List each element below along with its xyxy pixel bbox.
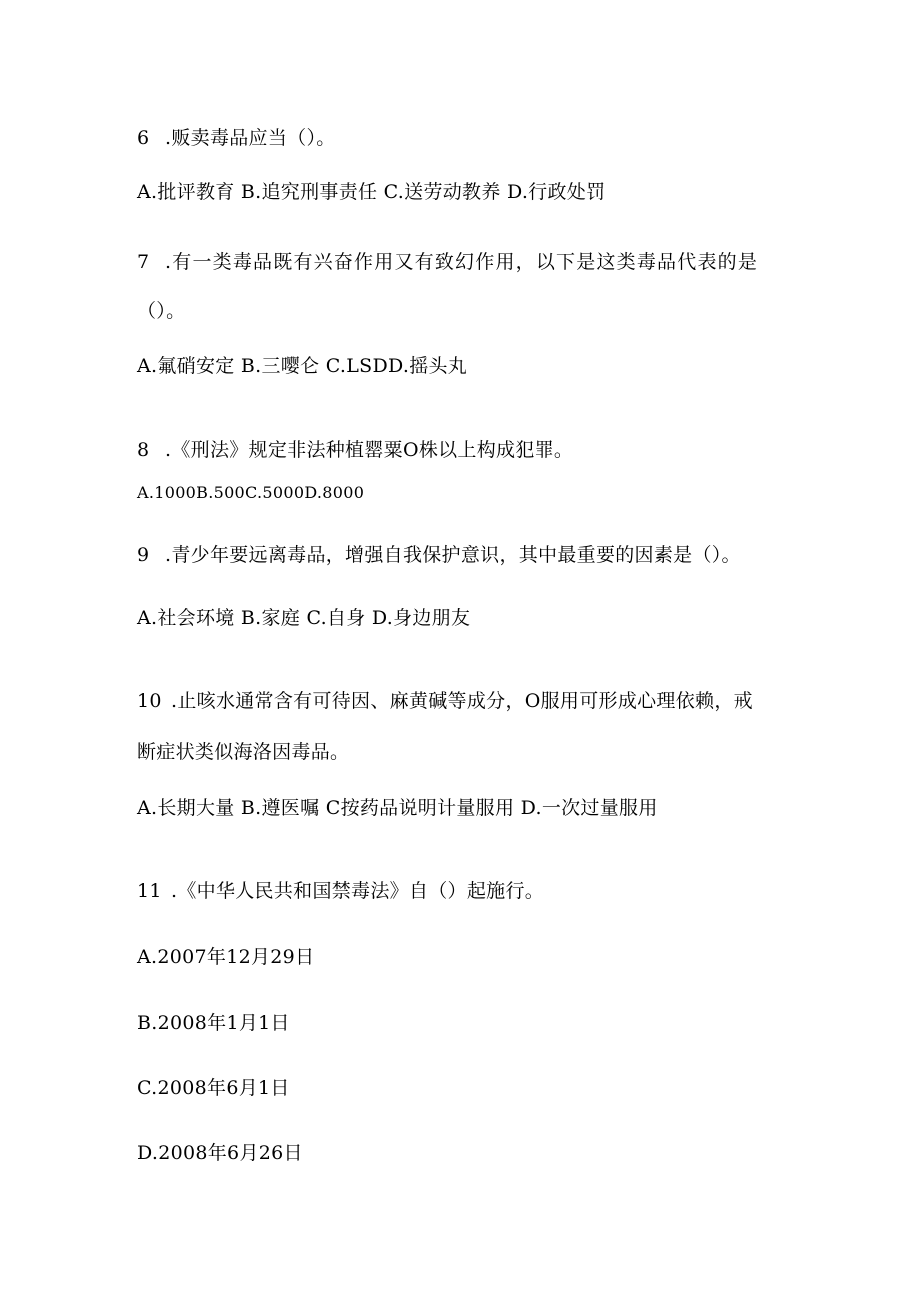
question-11-option-a: A.2007年12月29日 bbox=[137, 946, 315, 968]
question-number: 9 bbox=[137, 544, 150, 566]
question-text: .《中华人民共和国禁毒法》自（）起施行。 bbox=[171, 880, 545, 902]
question-text: .有一类毒品既有兴奋作用又有致幻作用，以下是这类毒品代表的是 bbox=[165, 251, 759, 273]
question-10-options: A.长期大量 B.遵医嘱 C按药品说明计量服用 D.一次过量服用 bbox=[137, 797, 658, 819]
question-6-stem bbox=[137, 126, 336, 150]
question-11-option-b: B.2008年1月1日 bbox=[137, 1012, 290, 1034]
question-6-options: A.批评教育 B.追究刑事责任 C.送劳动教养 D.行政处罚 bbox=[137, 181, 606, 203]
question-number: 10 bbox=[137, 690, 162, 712]
question-11-stem bbox=[137, 879, 544, 903]
question-number: 11 bbox=[137, 880, 162, 902]
question-11-option-c: C.2008年6月1日 bbox=[137, 1077, 290, 1099]
question-8-options: A.1000B.500C.5000D.8000 bbox=[137, 483, 365, 502]
question-7-stem-line2: （）。 bbox=[137, 300, 186, 322]
question-number: 8 bbox=[137, 439, 150, 461]
question-text: .止咳水通常含有可待因、麻黄碱等成分，O服用可形成心理依赖，戒 bbox=[171, 690, 753, 712]
question-8-stem bbox=[137, 438, 573, 462]
question-text: .青少年要远离毒品，增强自我保护意识，其中最重要的因素是（）。 bbox=[165, 544, 741, 566]
question-text: .贩卖毒品应当（）。 bbox=[165, 127, 336, 149]
question-7-stem-line1 bbox=[137, 250, 758, 274]
question-10-stem-line1 bbox=[137, 689, 753, 713]
question-10-stem-line2: 断症状类似海洛因毒品。 bbox=[137, 741, 350, 763]
question-7-options: A.氟硝安定 B.三嘤仑 C.LSDD.摇头丸 bbox=[137, 355, 468, 377]
question-text: .《刑法》规定非法种植罂粟O株以上构成犯罪。 bbox=[165, 439, 574, 461]
question-number: 7 bbox=[137, 251, 151, 273]
question-11-option-d: D.2008年6月26日 bbox=[137, 1142, 303, 1164]
question-9-stem bbox=[137, 543, 741, 567]
question-9-options: A.社会环境 B.家庭 C.自身 D.身边朋友 bbox=[137, 607, 471, 629]
question-number: 6 bbox=[137, 127, 150, 149]
